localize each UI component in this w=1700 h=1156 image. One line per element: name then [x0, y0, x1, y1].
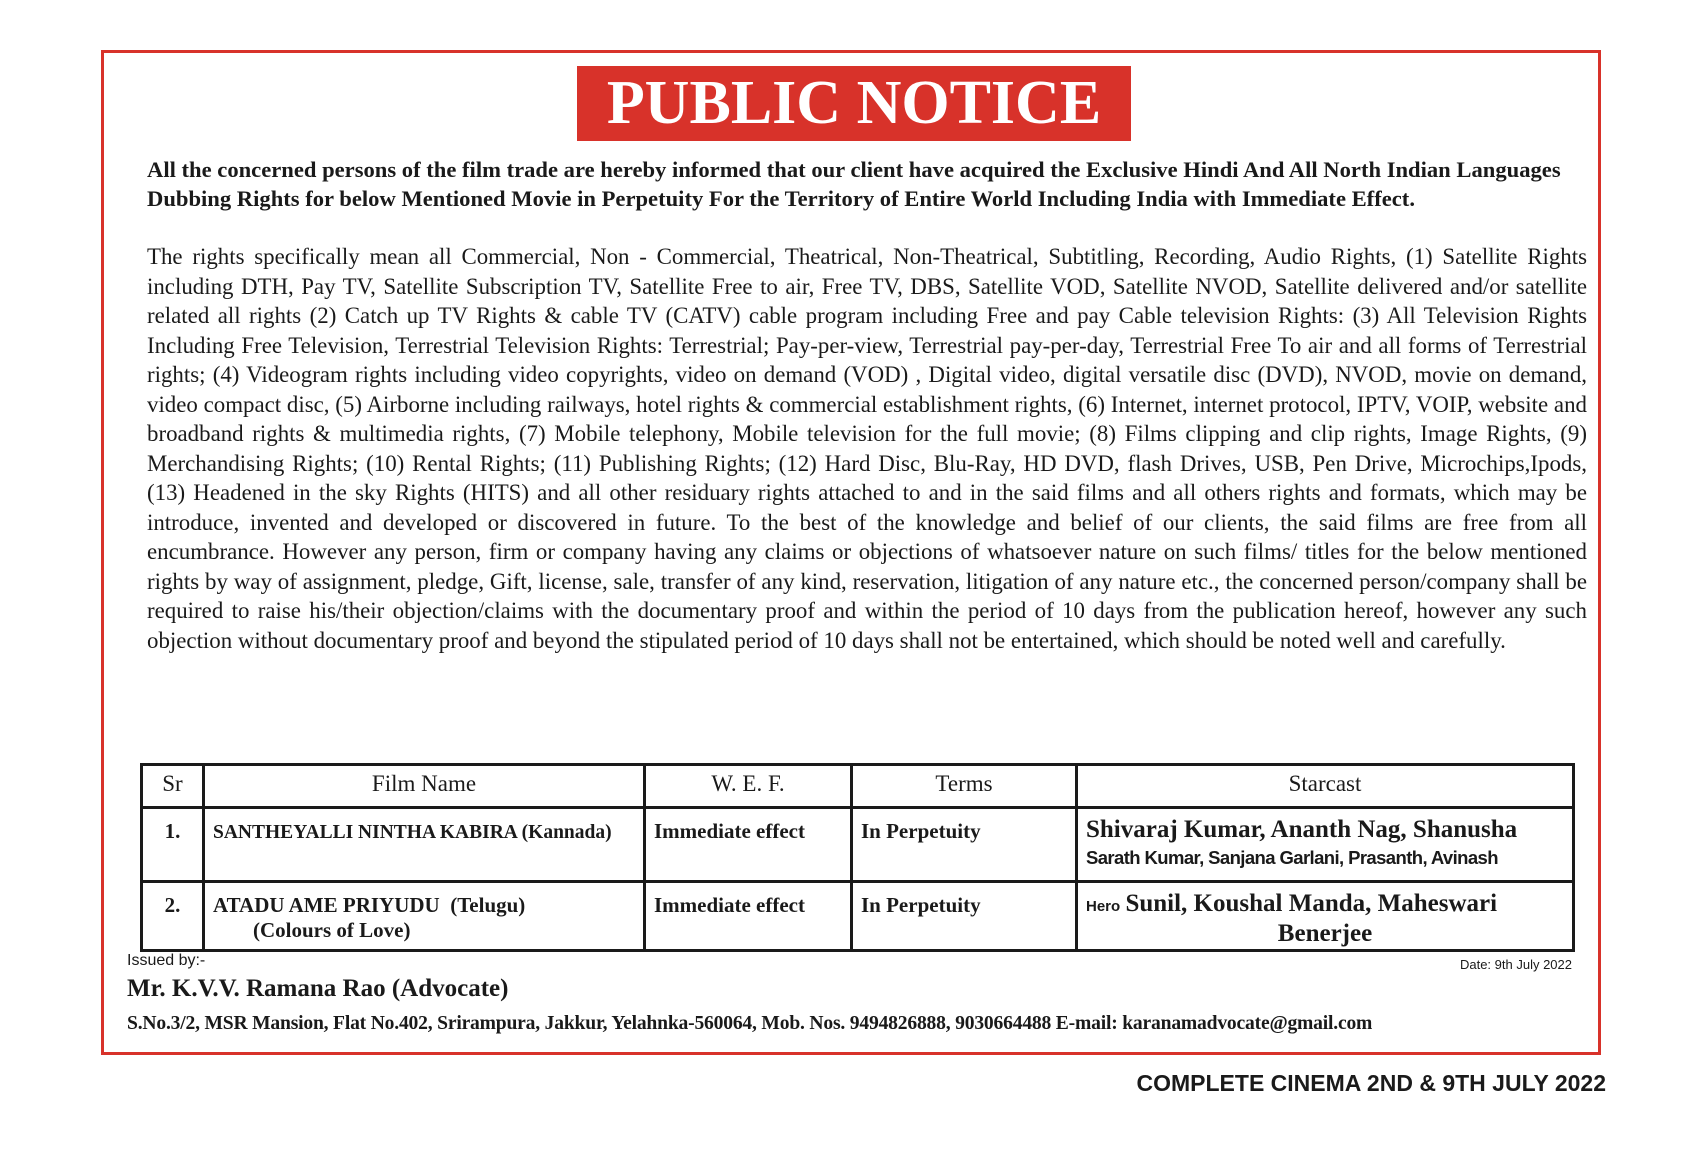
table-header-row [142, 765, 1574, 808]
advocate-name: Mr. K.V.V. Ramana Rao (Advocate) [127, 975, 509, 1002]
notice-body: The rights specifically mean all Commercial, Non - Commercial, Theatrical, Non-Theatrical, Subtitling, Recording, Audio Rights, (1) Satellite Rights including DTH, Pay TV, Satellite Subscription TV, Satellite Free to air, Free TV, DBS, Satellite VOD, Satellite NVOD, Satellite delivered and/or satellite related all rights (2) Catch up TV Rights & cable TV (CATV) cable program including Free and pay Cable television Rights: (3) All Television Rights Including Free Television, Terrestrial Television Rights: Terrestrial; Pay-per-view, Terrestrial pay-per-day, Terrestrial Free To air and all forms of Terrestrial rights; (4) Videogram rights including video copyrights, video on demand (VOD) , Digital video, digital versatile disc (DVD), NVOD, movie on demand, video compact disc, (5) Airborne including railways, hotel rights & commercial establishment rights, (6) Internet, internet protocol, IPTV, VOIP, website and broadband rights & multimedia rights, (7) Mobile telephony, Mobile television for the full movie; (8) Films clipping and clip rights, Image Rights, (9) Merchandising Rights; (10) Rental Rights; (11) Publishing Rights; (12) Hard Disc, Blu-Ray, HD DVD, flash Drives, USB, Pen Drive, Microchips,Ipods, (13) Headened in the sky Rights (HITS) and all other residuary rights attached to and in the said films and all others rights and formats, which may be introduce, invented and developed or discovered in future. To the best of the knowledge and belief of our clients, the said films are free from all encumbrance. However any person, firm or company having any claims or objections of whatsoever nature on such films/ titles for the below mentioned rights by way of assignment, pledge, Gift, license, sale, transfer of any kind, reservation, litigation of any nature etc., the concerned person/company shall be required to raise his/their objection/claims with the documentary proof and within the period of 10 days from the publication hereof, however any such objection without documentary proof and beyond the stipulated period of 10 days shall not be entertained, which should be noted well and carefully. [147, 244, 1587, 653]
film-title: SANTHEYALLI NINTHA KABIRA (Kannada) [213, 822, 612, 843]
row-film-name [204, 808, 645, 882]
row-terms: In Perpetuity [852, 808, 1077, 882]
notice-title: PUBLIC NOTICE [577, 66, 1131, 141]
header-terms: Terms [852, 765, 1077, 808]
publication-footer: COMPLETE CINEMA 2ND & 9TH JULY 2022 [1136, 1070, 1606, 1096]
notice-intro: All the concerned persons of the film trade are hereby informed that our client have acquired the Exclusive Hindi And All North Indian Languages Dubbing Rights for below Mentioned Movie in Perpetuity For the Territory of Entire World Including India with Immediate Effect. [147, 157, 1561, 211]
row-sr: 1. [142, 808, 204, 882]
row-wef: Immediate effect [645, 808, 852, 882]
row-sr: 2. [142, 882, 204, 951]
header-starcast: Starcast [1077, 765, 1574, 808]
row-terms: In Perpetuity [852, 882, 1077, 951]
starcast-line2: Benerjee [1277, 920, 1373, 947]
header-sr: Sr [142, 765, 204, 808]
advocate-address: S.No.3/2, MSR Mansion, Flat No.402, Srirampura, Jakkur, Yelahnka-560064, Mob. Nos. 9494826888, 9030664488 E-mail: karanamadvocate@gmail.com [127, 1013, 1373, 1034]
row-starcast [1077, 882, 1574, 951]
starcast-line1: Sunil, Koushal Manda, Maheswari [1125, 890, 1498, 917]
table-row [142, 882, 1574, 951]
rights-table [140, 763, 1575, 952]
row-starcast [1077, 808, 1574, 882]
issued-by-label: Issued by:- [127, 952, 206, 969]
header-film-name: Film Name [204, 765, 645, 808]
starcast-line1: Shivaraj Kumar, Ananth Nag, Shanusha [1086, 816, 1518, 843]
table-row [142, 808, 1574, 882]
starcast-prefix: Hero [1086, 898, 1121, 915]
row-film-name [204, 882, 645, 951]
header-wef: W. E. F. [645, 765, 852, 808]
starcast-line2: Sarath Kumar, Sanjana Garlani, Prasanth, Avinash [1086, 847, 1498, 868]
film-title: ATADU AME PRIYUDU (Telugu) [213, 893, 526, 917]
notice-date: Date: 9th July 2022 [1459, 957, 1572, 972]
row-wef: Immediate effect [645, 882, 852, 951]
film-subtitle: (Colours of Love) [253, 918, 411, 942]
